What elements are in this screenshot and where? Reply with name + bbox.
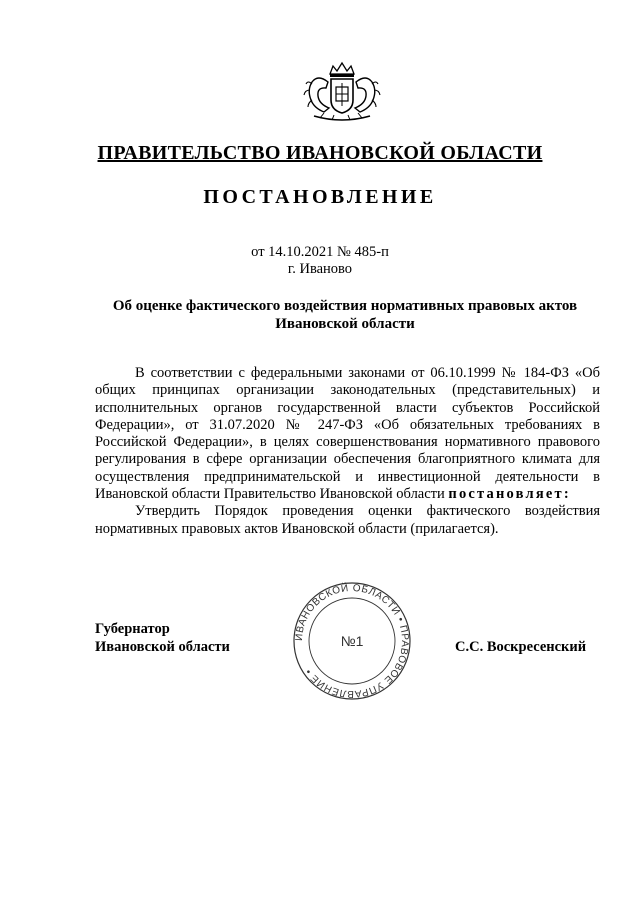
paragraph-1-text: В соответствии с федеральными законами от 06.10.1999 № 184-ФЗ «Об общих принципах организации законодательных (представительных) и исполнительных органов государственной власти субъектов Российской Федерации», от 31.07.2020 № 247-ФЗ «Об обязательных требованиях в Российской Федерации», в целях совершенствования нормативного правового регулирования в сфере организации обеспечения благоприятного климата для осуществления предпринимательской и инвестиционной деятельности в Ивановской области Правительство Ивановской области	[95, 365, 600, 503]
signer-title-line-1: Губернатор	[95, 621, 170, 637]
signer-title	[95, 620, 230, 656]
document-body	[95, 365, 600, 538]
city: г. Иваново	[287, 261, 353, 277]
resolution-verb: постановляет:	[448, 486, 571, 503]
subject-line-2: Ивановской области	[275, 316, 415, 332]
seal-ring-text: ИВАНОВСКОЙ ОБЛАСТИ • ПРАВОВОЕ УПРАВЛЕНИЕ •	[293, 582, 411, 700]
coat-of-arms-icon	[298, 60, 386, 126]
body-paragraph-2: Утвердить Порядок проведения оценки фактического воздействия нормативных правовых актов Ивановской области (прилагается).	[95, 503, 600, 537]
signer-name: С.С. Воскресенский	[455, 639, 587, 655]
document-subject	[95, 297, 595, 333]
seal-number: №1	[340, 633, 364, 649]
body-paragraph-1	[95, 365, 600, 503]
government-title: ПРАВИТЕЛЬСТВО ИВАНОВСКОЙ ОБЛАСТИ	[97, 142, 543, 164]
date-number: от 14.10.2021 № 485-п	[251, 244, 389, 260]
signer-title-line-2: Ивановской области	[95, 639, 230, 655]
document-type: ПОСТАНОВЛЕНИЕ	[203, 186, 437, 208]
official-seal-stamp	[287, 580, 417, 702]
subject-line-1: Об оценке фактического воздействия нормативных правовых актов	[112, 298, 578, 314]
